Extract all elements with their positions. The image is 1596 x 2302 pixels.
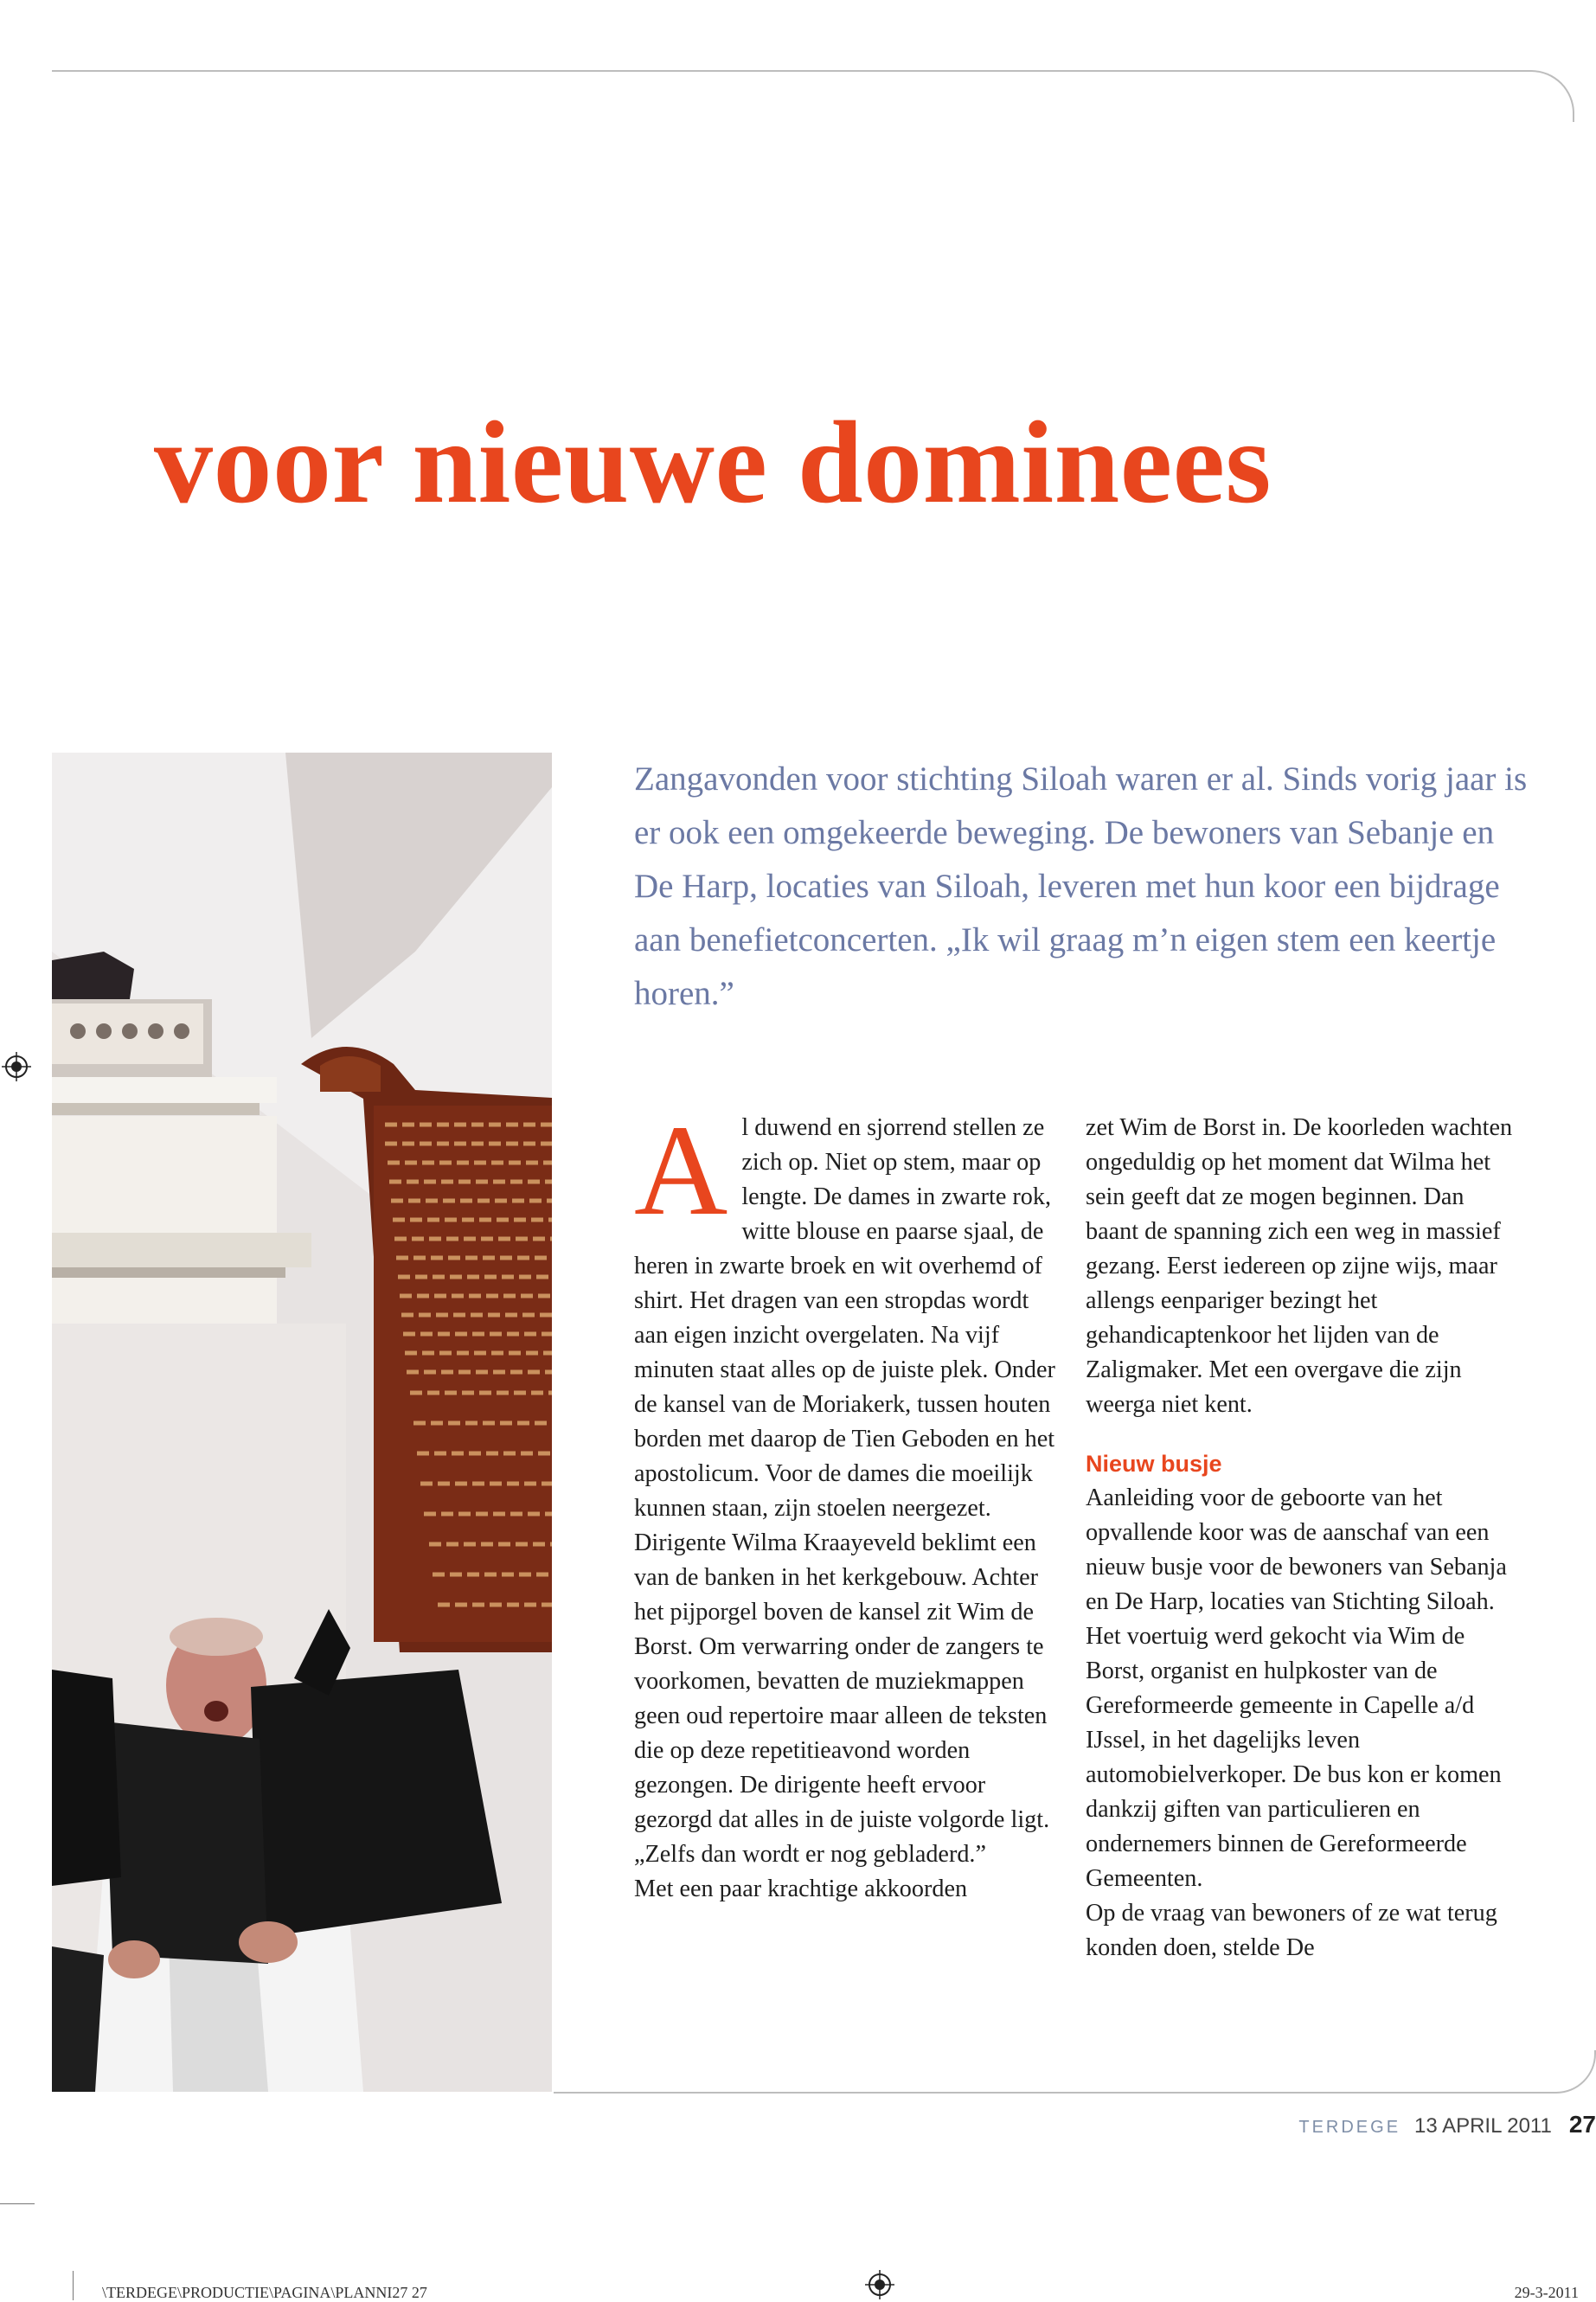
paragraph-5: Aanleiding voor de geboorte van het opvallende koor was de aanschaf van een nieuw busje voor de bewoners van Sebanja en De Harp, locaties van Stichting Siloah. Het voertuig werd gekocht via Wim de Borst, organist en hulpkoster van de Gereformeerde gemeente in Capelle a/d IJssel, in het dagelijks leven automobielverkoper. De bus kon er komen dankzij giften van particulieren en ondernemers binnen de Gereformeerde Gemeenten.: [1086, 1484, 1507, 1892]
paragraph-2: Dirigente Wilma Kraayeveld beklimt een van de banken in het kerkgebouw. Achter het pijporgel boven de kansel zit Wim de Borst. Om verwarring onder de zangers te voorkomen, bevatten de muziekmappen geen oud repertoire maar alleen de teksten die op deze repetitieavond worden gezongen. De dirigente heeft ervoor gezorgd dat alles in de juiste volgorde ligt. „Zelfs dan wordt er nog gebladerd.”: [634, 1529, 1050, 1868]
choir-photo-illustration: [52, 753, 552, 2092]
subheading-nieuw-busje: Nieuw busje: [1086, 1451, 1222, 1477]
choir-photo: [52, 753, 552, 2092]
paragraph-6: Op de vraag van bewoners of ze wat terug konden doen, stelde De: [1086, 1900, 1497, 1961]
magazine-name: TERDEGE: [1298, 2118, 1401, 2137]
print-slug-path: \TERDEGE\PRODUCTIE\PAGINA\PLANNI27 27: [102, 2284, 427, 2301]
paragraph-4: zet Wim de Borst in. De koorleden wachten ongeduldig op het moment dat Wilma het sein geeft dat ze mogen beginnen. Dan baant de spanning zich een weg in massief gezang. Eerst iedereen op zijne wijs, maar allengs eenpariger bezingt het gehandicaptenkoor het lijden van de Zaligmaker. Met een overgave die zijn weerga niet kent.: [1086, 1114, 1513, 1418]
paragraph-1: [634, 1099, 1067, 1526]
page-number: 27: [1568, 2111, 1596, 2138]
registration-mark-icon: [2, 1052, 31, 1081]
intro-lead: Zangavonden voor stichting Siloah waren er al. Sinds vorig jaar is er ook een omgekeerde beweging. De bewoners van Sebanje en De Harp, locaties van Siloah, leveren met hun koor een bijdrage aan benefietconcerten. „Ik wil graag m’n eigen stem een keertje horen.”: [634, 760, 1528, 1012]
bottom-frame-rule: [554, 2050, 1596, 2094]
article-column-1: [634, 1099, 1067, 1907]
headline: voor nieuwe dominees: [154, 398, 1272, 528]
page-footer: [1298, 2111, 1596, 2138]
paragraph-3: Met een paar krachtige akkoorden: [634, 1876, 968, 1902]
article-column-2: [1086, 1111, 1518, 1965]
crop-mark: [0, 2203, 35, 2204]
top-frame-rule: [52, 70, 1574, 122]
issue-date: 13 APRIL 2011: [1414, 2114, 1552, 2138]
dropcap-letter: A: [634, 1099, 728, 1242]
print-slug-date: 29-3-2011: [1514, 2284, 1579, 2301]
paragraph-1-text: l duwend en sjorrend stellen ze zich op. Niet op stem, maar op lengte. De dames in zwarte rok, witte blouse en paarse sjaal, de heren in zwarte broek en wit overhemd of shirt. Het dragen van een stropdas wordt aan eigen inzicht overgelaten. Na vijf minuten staat alles op de juiste plek. Onder de kansel van de Moriakerk, tussen houten borden met daarop de Tien Geboden en het apostolicum. Voor de dames die moeilijk kunnen staan, zijn stoelen neergezet.: [634, 1114, 1055, 1522]
registration-mark-icon: [865, 2270, 894, 2299]
crop-mark: [73, 2271, 74, 2300]
